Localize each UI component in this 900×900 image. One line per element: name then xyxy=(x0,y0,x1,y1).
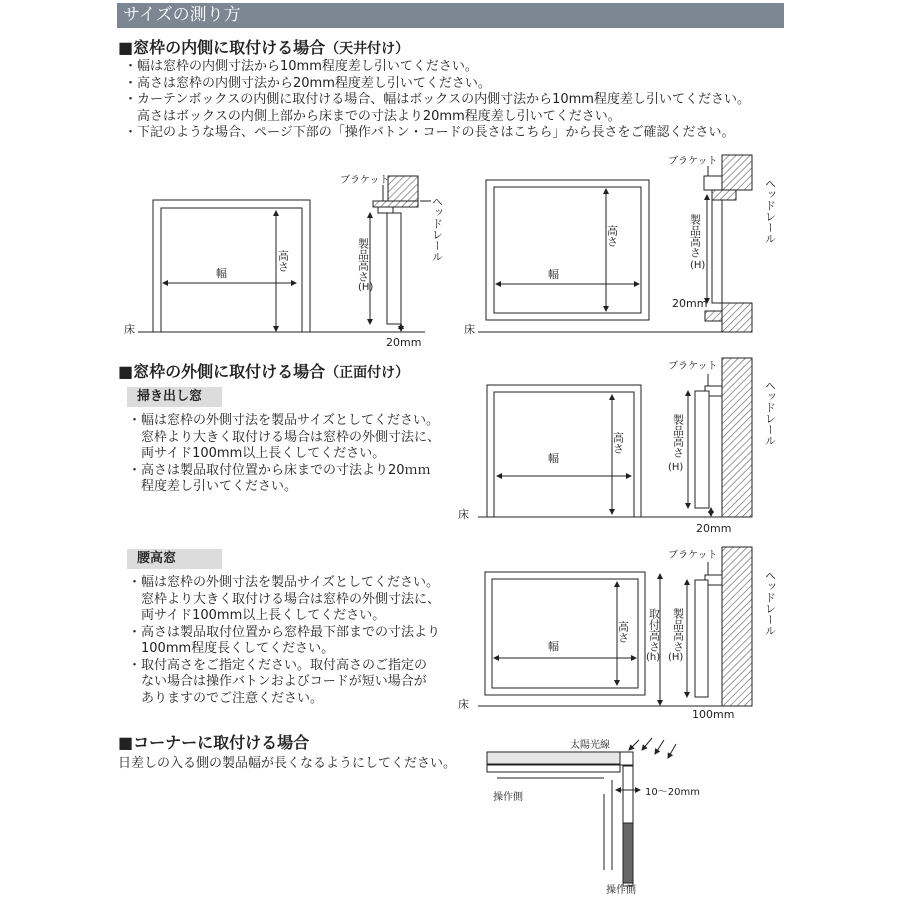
label-H: (H) xyxy=(690,260,706,271)
section-corner-heading: ■コーナーに取付ける場合 xyxy=(118,733,310,752)
label-width: 幅 xyxy=(216,267,227,280)
label-floor: 床 xyxy=(464,323,475,336)
label-headrail: ヘッドレール xyxy=(763,380,777,446)
label-width: 幅 xyxy=(548,452,559,465)
label-product-height: 製品高さ xyxy=(688,214,702,258)
koshidaka-bullet: ない場合は操作バトンおよびコードが短い場合が xyxy=(128,674,427,689)
inside-bullet: 高さはボックスの内側上部から床までの寸法より20mm程度差し引いてください。 xyxy=(124,108,621,124)
label-product-height: 製品高さ xyxy=(671,608,685,652)
label-headrail: ヘッドレール xyxy=(430,196,444,262)
label-product-height: 製品高さ xyxy=(356,238,370,282)
corner-text: 日差しの入る側の製品幅が長くなるようにしてください。 xyxy=(118,756,457,771)
label-height: 高さ xyxy=(605,225,619,247)
label-height: 高さ xyxy=(276,250,290,272)
label-operation-side: 操作側 xyxy=(493,792,523,803)
label-height: 高さ xyxy=(616,621,630,643)
label-width: 幅 xyxy=(548,268,559,281)
hakidashi-bullet: 窓枠より大きく取付ける場合は窓枠の外側寸法に、 xyxy=(128,429,441,445)
inside-bullet: ・高さは窓枠の内側寸法から20mm程度差し引いてください。 xyxy=(124,75,491,91)
hakidashi-bullet: 両サイド100mm以上長くしてください。 xyxy=(128,446,386,461)
label-headrail: ヘッドレール xyxy=(763,178,777,244)
label-H: (H) xyxy=(358,282,374,293)
koshidaka-bullet: ・取付高さをご指定ください。取付高さのご指定の xyxy=(128,657,428,673)
inside-bullet: ・幅は窓枠の内側寸法から10mm程度差し引いてください。 xyxy=(124,59,478,74)
koshidaka-bullet: 両サイド100mm以上長くしてください。 xyxy=(128,608,386,623)
label-20mm: 20mm xyxy=(386,336,422,349)
label-sunlight: 太陽光線 xyxy=(570,740,610,751)
inside-bullet: ・カーテンボックスの内側に取付ける場合、幅はボックスの内側寸法から10mm程度差し引いてください。 xyxy=(124,92,750,107)
label-h: (h) xyxy=(646,652,661,663)
label-H: (H) xyxy=(668,462,684,473)
label-bracket: ブラケット xyxy=(668,156,718,167)
label-H: (H) xyxy=(668,652,684,663)
label-height: 高さ xyxy=(611,432,625,454)
label-bracket: ブラケット xyxy=(668,550,718,561)
hakidashi-bullet: ・幅は窓枠の外側寸法を製品サイズとしてください。 xyxy=(128,413,439,428)
section-inside-title: ■窓枠の内側に取付ける場合 xyxy=(118,38,326,57)
label-product-height: 製品高さ xyxy=(671,414,685,458)
label-20mm: 20mm xyxy=(696,522,732,535)
label-headrail: ヘッドレール xyxy=(763,570,777,636)
label-bracket: ブラケット xyxy=(340,175,390,186)
section-outside-sub: （正面付け） xyxy=(325,365,410,381)
label-100mm: 100mm xyxy=(692,708,735,721)
hakidashi-bullet: ・高さは製品取付位置から床までの寸法より20ｍｍ xyxy=(128,462,431,478)
koshidaka-bullet: ・幅は窓枠の外側寸法を製品サイズとしてください。 xyxy=(128,575,439,590)
hakidashi-bullet: 程度差し引いてください。 xyxy=(128,479,298,494)
label-floor: 床 xyxy=(124,323,135,336)
page-title: サイズの測り方 xyxy=(117,3,784,28)
label-gap: 10～20mm xyxy=(645,787,700,798)
label-20mm: 20mm xyxy=(672,297,708,310)
diagram-koshidaka xyxy=(478,547,752,706)
koshidaka-bullet: ありますのでご注意ください。 xyxy=(128,690,324,706)
tag-hakidashi: 掃き出し窓 xyxy=(127,387,222,407)
tag-koshidaka: 腰高窓 xyxy=(127,549,222,569)
label-operation-side: 操作側 xyxy=(606,885,636,896)
koshidaka-bullet: ・高さは製品取付位置から窓枠最下部までの寸法より xyxy=(128,624,441,640)
diagram-corner xyxy=(487,738,676,886)
section-inside-sub: （天井付け） xyxy=(325,41,410,57)
koshidaka-bullet: 窓枠より大きく取付ける場合は窓枠の外側寸法に、 xyxy=(128,591,441,607)
inside-bullet: ・下記のような場合、ページ下部の「操作バトン・コードの長さはこちら」から長さをご確認ください。 xyxy=(124,125,735,140)
label-width: 幅 xyxy=(548,640,559,653)
label-floor: 床 xyxy=(458,698,469,711)
koshidaka-bullet: 100mm程度長くしてください。 xyxy=(128,641,335,656)
label-bracket: ブラケット xyxy=(668,361,718,372)
label-mount-height: 取付高さ xyxy=(647,608,661,652)
section-outside-title: ■窓枠の外側に取付ける場合 xyxy=(118,362,326,381)
label-floor: 床 xyxy=(458,508,469,521)
